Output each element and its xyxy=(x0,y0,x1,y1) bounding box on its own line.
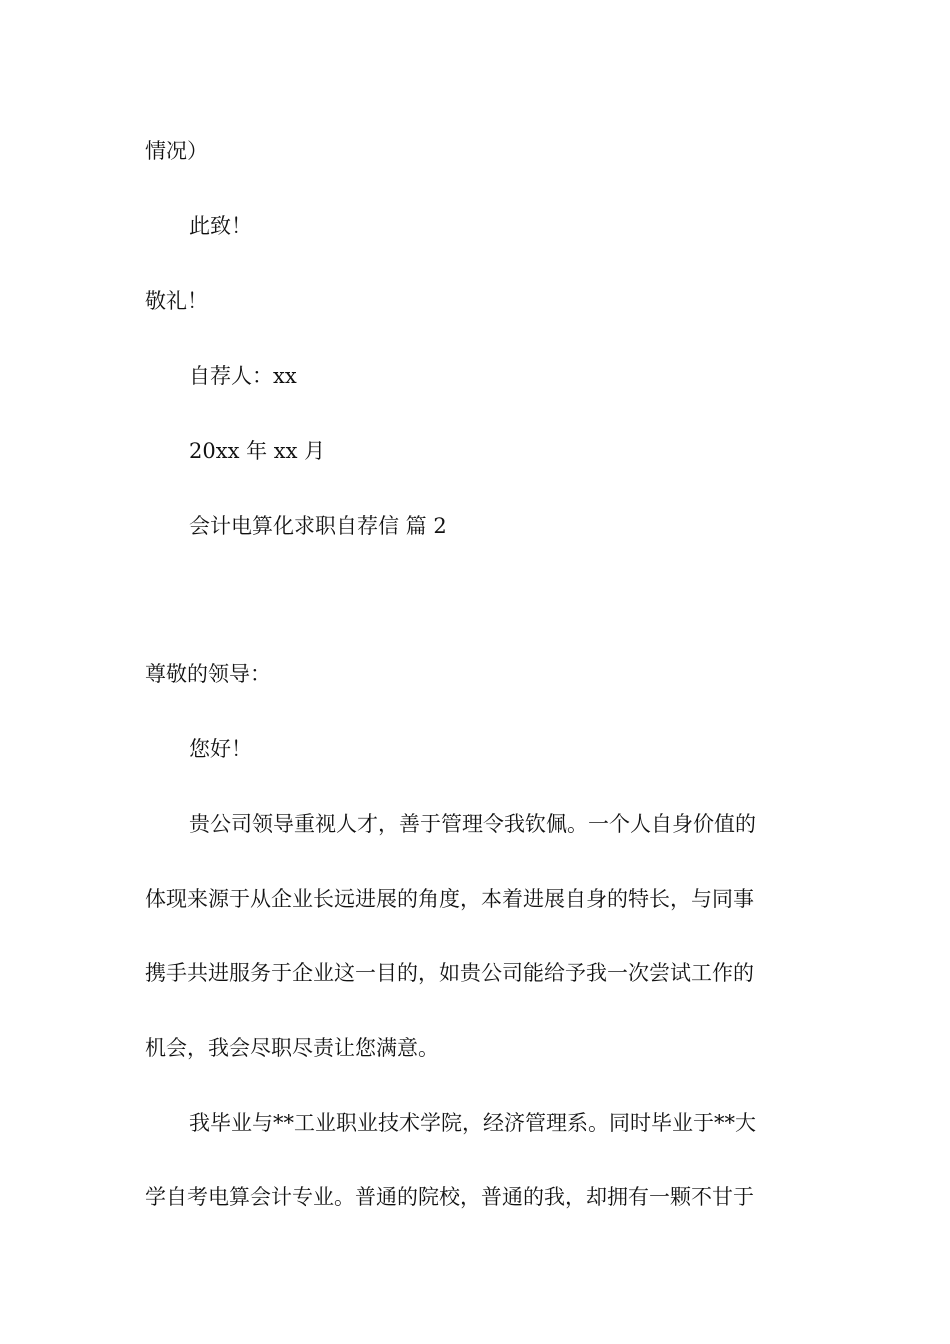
section-title: 会计电算化求职自荐信 篇 2 xyxy=(189,514,447,538)
paragraph-line: 学自考电算会计专业。普通的院校，普通的我，却拥有一颗不甘于 xyxy=(145,1185,754,1209)
closing-salutation: 此致！ xyxy=(189,214,252,238)
greeting: 您好！ xyxy=(189,737,252,761)
paragraph-line: 贵公司领导重视人才，善于管理令我钦佩。一个人自身价值的 xyxy=(189,812,756,836)
sender-name: 自荐人：xx xyxy=(189,364,297,388)
paragraph-line: 我毕业与**工业职业技术学院，经济管理系。同时毕业于**大 xyxy=(189,1111,756,1135)
text-line: 情况） xyxy=(145,139,208,163)
letter-date: 20xx 年 xx 月 xyxy=(189,439,326,463)
paragraph-line: 体现来源于从企业长远进展的角度，本着进展自身的特长，与同事 xyxy=(145,887,754,911)
paragraph-line: 机会，我会尽职尽责让您满意。 xyxy=(145,1036,439,1060)
greeting-recipient: 尊敬的领导： xyxy=(145,662,271,686)
closing-regards: 敬礼！ xyxy=(145,289,208,313)
paragraph-line: 携手共进服务于企业这一目的，如贵公司能给予我一次尝试工作的 xyxy=(145,961,754,985)
